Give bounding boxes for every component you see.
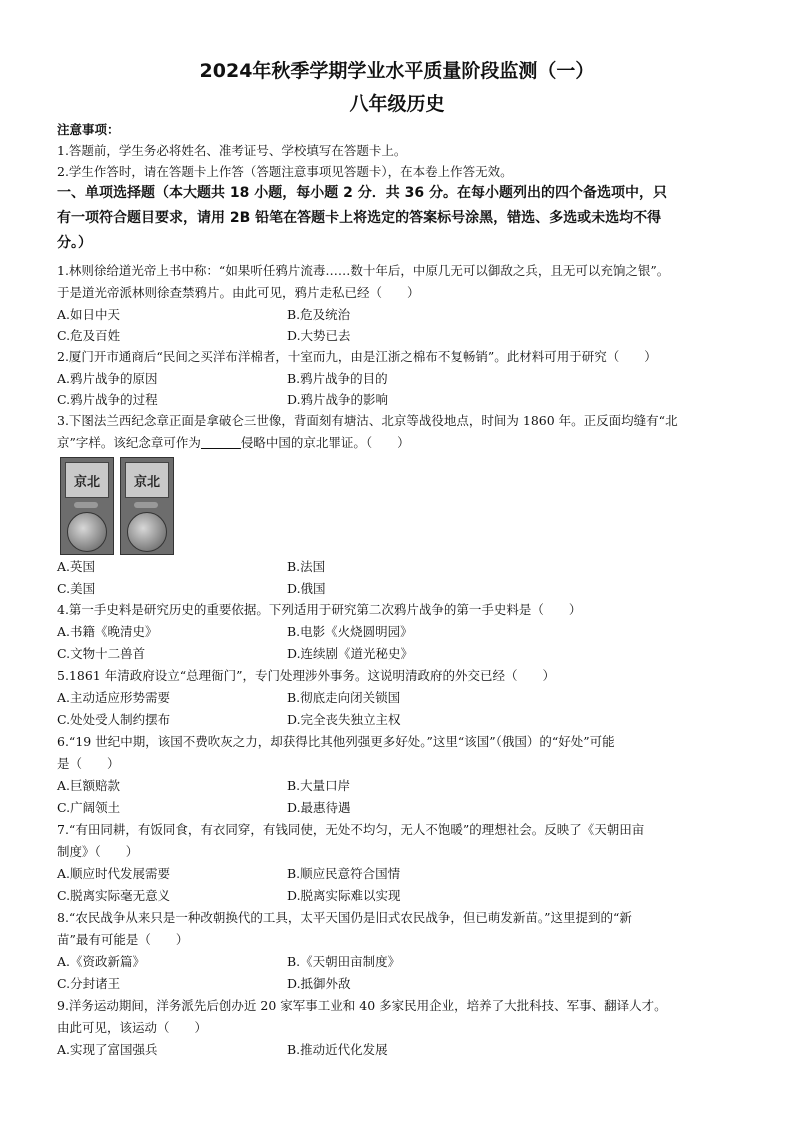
option-a: A.巨额赔款 [57,778,121,793]
option-c: C.文物十二兽首 [57,646,146,661]
option-d: D.抵御外敌 [287,976,351,991]
option-b: B.顺应民意符合国情 [287,866,401,881]
question-9-text: 由此可见，该运动（ ） [57,1020,208,1035]
question-7-text: 7.“有田同耕，有饭同食，有衣同穿，有钱同使，无处不均匀，无人不饱暖”的理想社会。反映了《天朝田亩 [57,822,645,837]
option-b: B.鸦片战争的目的 [287,371,388,386]
option-a: A.《资政新篇》 [57,954,146,969]
note-item: 2.学生作答时，请在答题卡上作答（答题注意事项见答题卡），在本卷上作答无效。 [57,164,513,179]
question-9-text: 9.洋务运动期间，洋务派先后创办近 20 家军事工业和 40 多家民用企业，培养了大批科技、军事、翻译人才。 [57,998,667,1013]
question-4-text: 4.第一手史料是研究历史的重要依据。下列适用于研究第二次鸦片战争的第一手史料是（ ） [57,602,582,617]
section-heading: 有一项符合题目要求，请用 2B 铅笔在答题卡上将选定的答案标号涂黑，错选、多选或未选均不得 [57,210,662,226]
option-c: C.美国 [57,581,96,596]
notes-heading: 注意事项： [57,122,120,137]
option-d: D.连续剧《道光秘史》 [287,646,414,661]
option-b: B.大量口岸 [287,778,351,793]
option-d: D.最惠待遇 [287,800,351,815]
option-a: A.书籍《晚清史》 [57,624,158,639]
medal-ring [74,502,98,508]
medal-text: 京北 [125,462,169,498]
section-heading: 一、单项选择题（本大题共 18 小题，每小题 2 分．共 36 分。在每小题列出的四个备选项中，只 [57,185,667,201]
question-5-text: 5.1861 年清政府设立“总理衙门”，专门处理涉外事务。这说明清政府的外交已经（ ） [57,668,555,683]
medal-disc [127,512,167,552]
answer-blank [201,436,241,449]
option-d: D.俄国 [287,581,326,596]
medal-image-back [120,457,174,555]
option-c: C.脱离实际毫无意义 [57,888,171,903]
option-b: B.危及统治 [287,307,351,322]
option-a: A.鸦片战争的原因 [57,371,158,386]
option-b: B.电影《火烧圆明园》 [287,624,413,639]
question-3-text-part: 京”字样。该纪念章可作为 [57,435,201,450]
option-a: A.主动适应形势需要 [57,690,171,705]
question-6-text: 6.“19 世纪中期，该国不费吹灰之力，却获得比其他列强更多好处。”这里“该国”（俄国）的“好处”可能 [57,734,615,749]
option-d: D.大势已去 [287,328,351,343]
option-b: B.推动近代化发展 [287,1042,388,1057]
medal-ring [134,502,158,508]
medal-image-front [60,457,114,555]
option-a: A.顺应时代发展需要 [57,866,171,881]
medal-disc [67,512,107,552]
option-a: A.实现了富国强兵 [57,1042,158,1057]
option-d: D.完全丧失独立主权 [287,712,401,727]
question-3-text: 3.下图法兰西纪念章正面是拿破仑三世像，背面刻有塘沽、北京等战役地点，时间为 1860 年。正反面均缝有“北 [57,413,678,428]
option-b: B.法国 [287,559,326,574]
section-heading: 分。） [57,235,92,251]
option-c: C.广阔领土 [57,800,121,815]
option-b: B.彻底走向闭关锁国 [287,690,401,705]
option-b: B.《天朝田亩制度》 [287,954,401,969]
question-1-text: 于是道光帝派林则徐查禁鸦片。由此可见，鸦片走私已经（ ） [57,285,420,300]
medal-text: 京北 [65,462,109,498]
question-6-text: 是（ ） [57,756,120,771]
question-1-text: 1.林则徐给道光帝上书中称：“如果听任鸦片流毒……数十年后，中原几无可以御敌之兵，且无可以充饷之银”。 [57,263,670,278]
exam-subtitle: 八年级历史 [349,93,445,115]
question-3-text [57,434,410,451]
option-c: C.分封诸王 [57,976,121,991]
option-a: A.英国 [57,559,96,574]
question-7-text: 制度》（ ） [57,844,139,859]
option-d: D.鸦片战争的影响 [287,392,389,407]
option-c: C.处处受人制约摆布 [57,712,171,727]
exam-title: 2024年秋季学期学业水平质量阶段监测（一） [199,60,595,82]
note-item: 1.答题前，学生务必将姓名、准考证号、学校填写在答题卡上。 [57,143,407,158]
question-3-text-part: 侵略中国的京北罪证。（ ） [240,435,410,450]
option-d: D.脱离实际难以实现 [287,888,401,903]
question-8-text: 苗”最有可能是（ ） [57,932,189,947]
question-2-text: 2.厦门开市通商后“民间之买洋布洋棉者，十室而九，由是江浙之棉布不复畅销”。此材料可用于研究（ ） [57,349,657,364]
option-a: A.如日中天 [57,307,121,322]
option-c: C.鸦片战争的过程 [57,392,158,407]
option-c: C.危及百姓 [57,328,121,343]
question-8-text: 8.“农民战争从来只是一种改朝换代的工具，太平天国仍是旧式农民战争，但已萌发新苗。”这里提到的“新 [57,910,632,925]
